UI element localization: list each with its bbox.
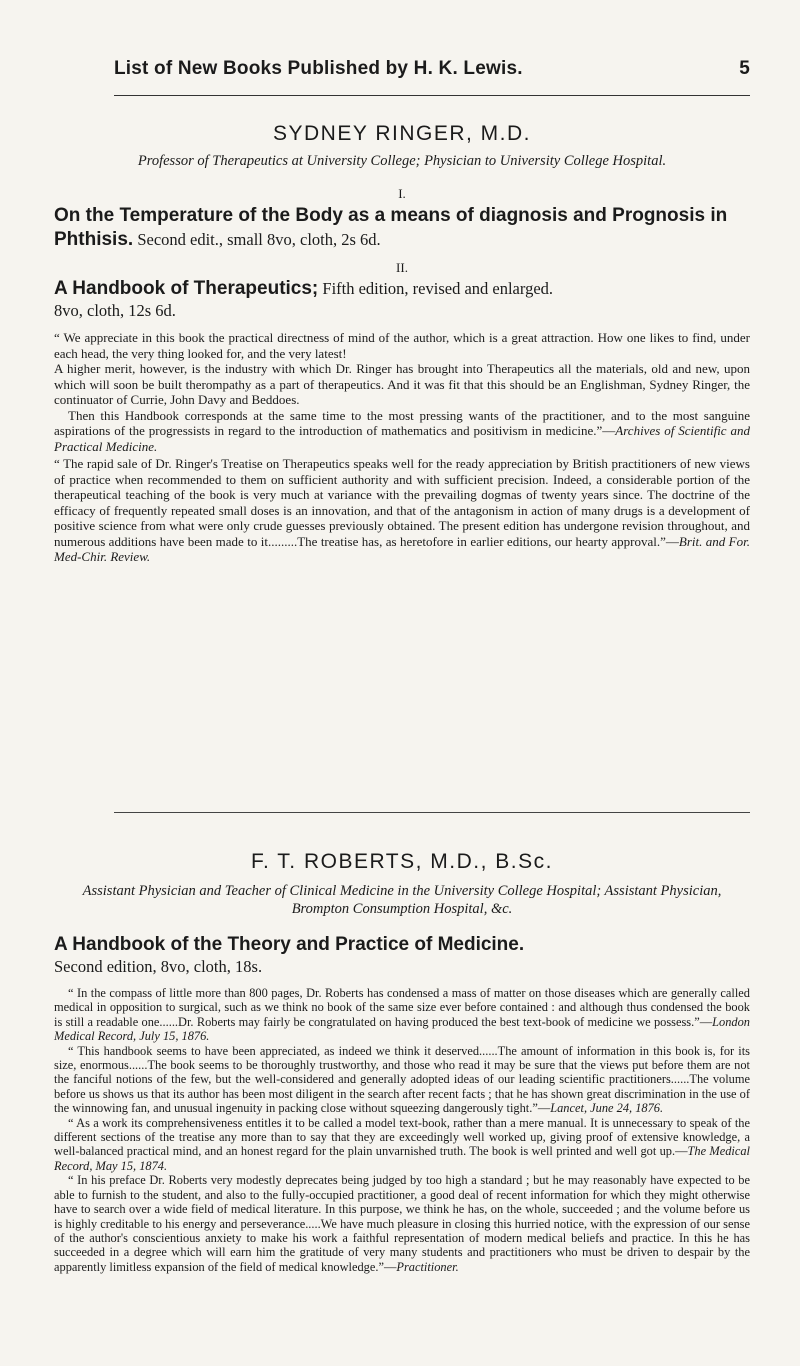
review-source: London Medical Record, July 15, 1876.	[54, 1014, 750, 1044]
book-details: Second edit., small 8vo, cloth, 2s 6d.	[137, 230, 381, 249]
review-source: Practitioner.	[396, 1259, 459, 1274]
review-source: Lancet, June 24, 1876.	[550, 1101, 664, 1116]
roberts-section	[54, 850, 750, 1274]
review-text: “ In the compass of little more than 800 pages, Dr. Roberts has condensed a mass of matter on those diseases which are generally called medical in opposition to surgical, such as we think no book of the same size ever before contained : and although thus condensed the book is still a readable one......Dr. Roberts may fairly be congratulated on having produced the best text-book of medicine we possess.”—	[54, 986, 750, 1029]
page-number: 5	[739, 58, 750, 79]
book-entry	[54, 278, 750, 322]
review-paragraph	[54, 1044, 750, 1116]
review-text: “ As a work its comprehensiveness entitles it to be called a model text-book, rather than a mere manual. It is unnecessary to speak of the different sections of the treatise any more than to say that they are exceedingly well worked up, giving proof of extensive knowledge, a well-balanced practical mind, and an honest regard for the plain unvarnished truth. The book is well printed and well got up.—	[54, 1115, 750, 1159]
review-text: Then this Handbook corresponds at the same time to the most pressing wants of the practitioner, and to the most sanguine aspirations of the progressists in regard to the introduction of mathematics and positivism in medicine.”—	[54, 407, 750, 438]
review-paragraph	[54, 1116, 750, 1174]
review-paragraph: A higher merit, however, is the industry with which Dr. Ringer has brought into Therapeutics all the materials, old and new, upon which will soon be built therompathy as a part of therapeutics. And it was fit that this should be an Englishman, Sydney Ringer, the continuator of Currie, John Davy and Beddoes.	[54, 361, 750, 407]
review-paragraph	[54, 456, 750, 565]
book-numeral: II.	[396, 260, 408, 275]
book-title: A Handbook of Therapeutics;	[54, 278, 319, 299]
ringer-section	[54, 122, 750, 565]
book-entry	[54, 934, 750, 978]
review-source: Archives of Scientific and Practical Medicine.	[54, 423, 750, 454]
running-head-title: List of New Books Published by H. K. Lewis.	[114, 58, 523, 79]
ringer-author: SYDNEY RINGER, M.D.	[273, 122, 531, 145]
ringer-affiliation: Professor of Therapeutics at University College; Physician to University College Hospital.	[137, 153, 667, 169]
review-paragraph	[54, 1173, 750, 1274]
review-text: “ This handbook seems to have been appreciated, as indeed we think it deserved......The amount of information in this book is, for its size, enormous......The book seems to be thoroughly trustworthy, and those who read it may be sure that the views put before them are not the fanciful notions of the few, but the well-considered and generally adopted ideas of our leading scientific practitioners......The volume before us shows us that its author has been most diligent in the search after recent facts ; that he has shown great discrimination in the use of the winnowing fan, and unusual ingenuity in packing close without squeezing dangerously tight.”—	[54, 1043, 750, 1116]
book-details-inline: Fifth edition, revised and enlarged.	[322, 279, 554, 298]
review-source: Brit. and For. Med-Chir. Review.	[54, 533, 750, 564]
roberts-affiliation: Assistant Physician and Teacher of Clinical Medicine in the University College Hospital; Assistant Physician, Brompton Consumption Hospital, &c.	[82, 883, 722, 917]
review-paragraph	[54, 986, 750, 1044]
section-divider	[114, 812, 750, 813]
book-title: On the Temperature of the Body as a means of diagnosis and Prognosis in Phthisis.	[54, 205, 728, 250]
book-details: Second edition, 8vo, cloth, 18s.	[54, 957, 263, 976]
book-entry	[54, 204, 750, 252]
review-text: “ The rapid sale of Dr. Ringer's Treatise on Therapeutics speaks well for the ready appreciation by British practitioners of new views of practice when recommended to them on sufficient authority and with sufficient precision. Indeed, a considerable portion of the therapeutical teaching of the book is very much at variance with the prevailing dogmas of twenty years since. The doctrine of the efficacy of frequently repeated small doses is an innovation, and that of the antagonism in action of many drugs is a development of positive science from what were only crude guesses previously obtained. The present edition has undergone revision throughout, and numerous additions have been made to it.........The treatise has, as heretofore in earlier editions, our hearty approval.”—	[54, 456, 750, 549]
header-rule	[114, 95, 750, 96]
book-title: A Handbook of the Theory and Practice of Medicine.	[54, 934, 525, 955]
book-numeral: I.	[398, 186, 406, 201]
review-source: The Medical Record, May 15, 1874.	[54, 1144, 750, 1173]
roberts-author: F. T. ROBERTS, M.D., B.Sc.	[251, 850, 553, 873]
review-text: “ In his preface Dr. Roberts very modestly deprecates being judged by too high a standard ; but he may reasonably have expected to be able to furnish to the student, and also to the fully-occupied practitioner, a good deal of recent information for which they might otherwise have to search over a wide field of medical literature. In this purpose, we think he has, on the whole, succeeded ; and the volume before us is highly creditable to his energy and perseverance.....We have much pleasure in closing this hurried notice, with the expression of our sense of the author's conscientious anxiety to make his work a faithful representation of modern medical beliefs and practice. In this he has succeeded in a degree which will earn him the gratitude of very many students and practitioners who must be driven to despair by the apparently limitless expansion of the field of medical knowledge.”—	[54, 1173, 750, 1274]
review-paragraph: “ We appreciate in this book the practical directness of mind of the author, which is a great attraction. How one likes to find, under each head, the very thing looked for, and the very latest!	[54, 330, 750, 361]
review-paragraph	[54, 408, 750, 455]
book-details: 8vo, cloth, 12s 6d.	[54, 301, 176, 320]
